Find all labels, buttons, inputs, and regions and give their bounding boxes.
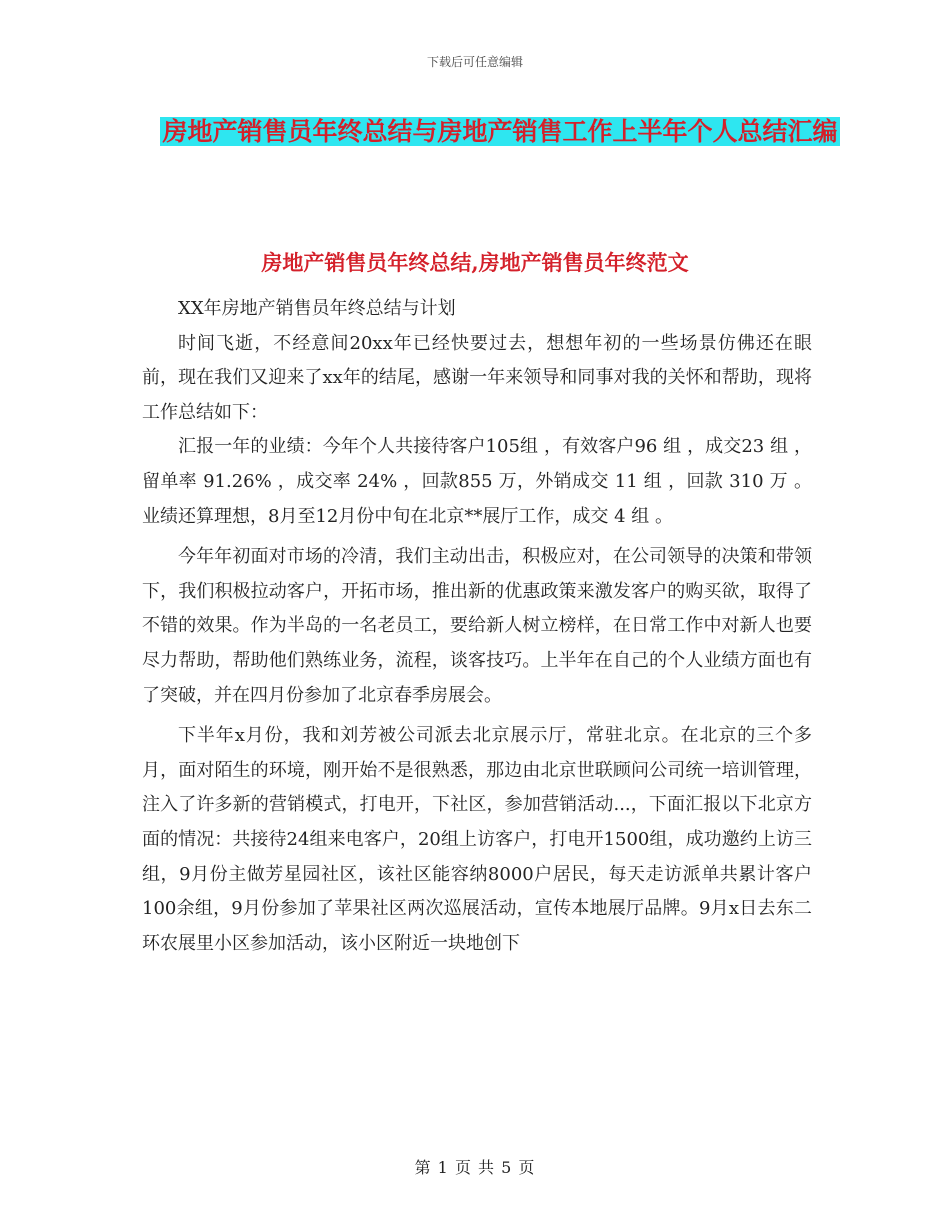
page-footer: 第 1 页 共 5 页 [414,1158,536,1177]
paragraph: 时间飞逝，不经意间20xx年已经快要过去，想想年初的一些场景仿佛还在眼前，现在我们又迎来了xx年的结尾，感谢一年来领导和同事对我的关怀和帮助，现将工作总结如下： [142,332,812,423]
paragraph: XX年房地产销售员年终总结与计划 [178,298,456,319]
paragraph: 今年年初面对市场的冷清，我们主动出击，积极应对，在公司领导的决策和带领下，我们积极拉动客户，开拓市场，推出新的优惠政策来激发客户的购买欲，取得了不错的效果。作为半岛的一名老员工，要给新人树立榜样，在日常工作中对新人也要尽力帮助，帮助他们熟练业务，流程，谈客技巧。上半年在自己的个人业绩方面也有了突破，并在四月份参加了北京春季房展会。 [142,546,812,706]
paragraph: 汇报一年的业绩：今年个人共接待客户105组 ，有效客户96 组 ，成交23 组 ，留单率 91.26% ，成交率 24% ，回款855 万，外销成交 11 组 ，回款 310 万 。业绩还算理想，8月至12月份中旬在北京**展厅工作，成交 4 组 。 [142,436,812,527]
document-title [140,110,860,154]
paragraph: 下半年x月份，我和刘芳被公司派去北京展示厅，常驻北京。在北京的三个多月，面对陌生的环境，刚开始不是很熟悉，那边由北京世联顾问公司统一培训管理，注入了许多新的营销模式，打电开，下社区，参加营销活动...，下面汇报以下北京方面的情况：共接待24组来电客户，20组上访客户，打电开1500组，成功邀约上访三组，9月份主做芳星园社区，该社区能容纳8000户居民，每天走访派单共累计客户100余组，9月份参加了苹果社区两次巡展活动，宣传本地展厅品牌。9月x日去东二环农展里小区参加活动，该小区附近一块地创下 [142,725,812,954]
body-text [142,292,812,961]
document-subtitle: 房地产销售员年终总结,房地产销售员年终范文 [261,250,689,275]
document-title-text: 房地产销售员年终总结与房地产销售工作上半年个人总结汇编 [162,117,838,146]
header-note: 下载后可任意编辑 [426,55,523,69]
